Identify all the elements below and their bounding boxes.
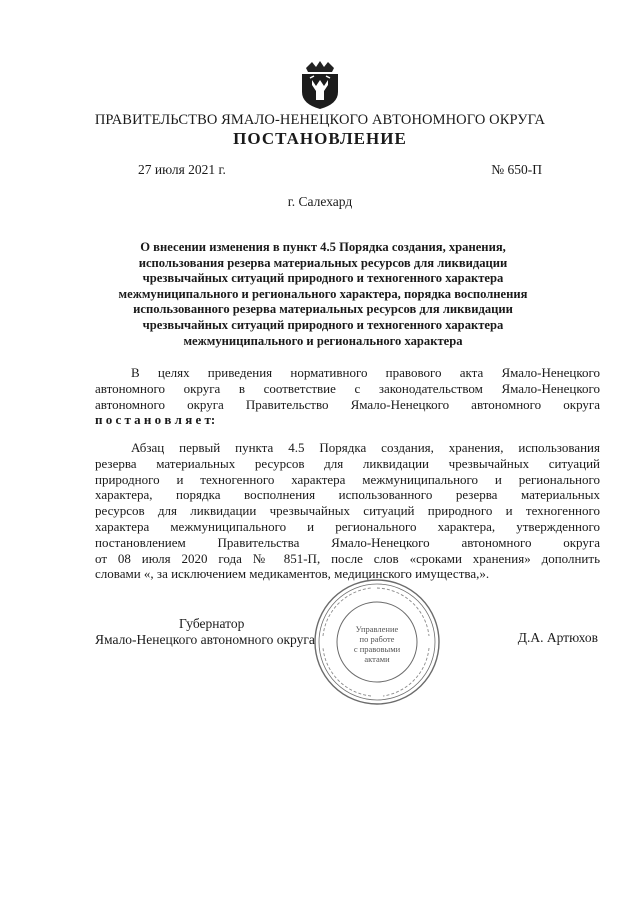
body-line: характера, порядка восполнения использованного резерва материальных [95, 487, 600, 503]
document-city: г. Салехард [287, 194, 353, 209]
title-line: чрезвычайных ситуаций природного и техногенного характера [142, 271, 504, 286]
signature-position-title: Губернатор [179, 616, 245, 631]
title-line: чрезвычайных ситуаций природного и техногенного характера [142, 317, 504, 332]
document-title [88, 240, 558, 349]
stamp-text: по работе [359, 634, 395, 644]
preamble-line: В целях приведения нормативного правового акта Ямало-Ненецкого [131, 365, 600, 380]
body-line: резерва материальных ресурсов для ликвидации чрезвычайных ситуаций [95, 455, 600, 471]
stamp-text: Управление [355, 624, 399, 634]
body-line: от 08 июля 2020 года № 851-П, после слов «сроками хранения» дополнить [95, 550, 600, 566]
body-line: словами «, за исключением медикаментов, медицинского имущества,». [95, 566, 490, 582]
body-line: постановлением Правительства Ямало-Ненецкого автономного округа [95, 534, 600, 550]
signature-position [95, 616, 315, 648]
title-line: О внесении изменения в пункт 4.5 Порядка создания, хранения, [140, 240, 506, 254]
stamp-text: с правовыми [353, 644, 401, 654]
document-type: ПОСТАНОВЛЕНИЕ [233, 129, 407, 148]
organization-name: ПРАВИТЕЛЬСТВО ЯМАЛО-НЕНЕЦКОГО АВТОНОМНОГО ОКРУГА [94, 112, 546, 128]
body-line: природного и техногенного характера межмуниципального и регионального [95, 471, 600, 487]
title-line: межмуниципального и регионального характера [183, 333, 463, 348]
preamble-line: автономного округа в соответствие с законодательством Ямало-Ненецкого [95, 380, 600, 396]
stamp-text: актами [364, 654, 390, 664]
document-date: 27 июля 2021 г. [138, 162, 226, 177]
document-number: № 650-П [491, 162, 542, 177]
signature-name: Д.А. Артюхов [517, 630, 598, 645]
yamal-nenets-coat-of-arms-icon [298, 58, 342, 110]
body-paragraph [95, 440, 600, 582]
preamble-paragraph [95, 365, 600, 428]
title-line: использования резерва материальных ресурсов для ликвидации [138, 255, 508, 270]
round-official-seal-icon [313, 578, 441, 706]
body-line: Абзац первый пункта 4.5 Порядка создания, хранения, использования [131, 440, 600, 455]
title-line: использованного резерва материальных ресурсов для ликвидации [133, 302, 513, 317]
preamble-line: автономного округа Правительство Ямало-Ненецкого автономного округа [95, 396, 600, 412]
body-line: ресурсов для ликвидации чрезвычайных ситуаций природного и техногенного [95, 503, 600, 519]
signature-position-region: Ямало-Ненецкого автономного округа [95, 632, 315, 647]
title-line: межмуниципального и регионального характера, порядка восполнения [118, 286, 528, 301]
decree-word: п о с т а н о в л я е т: [95, 412, 216, 428]
body-line: характера межмуниципального и регионального характера, утвержденного [95, 518, 600, 534]
